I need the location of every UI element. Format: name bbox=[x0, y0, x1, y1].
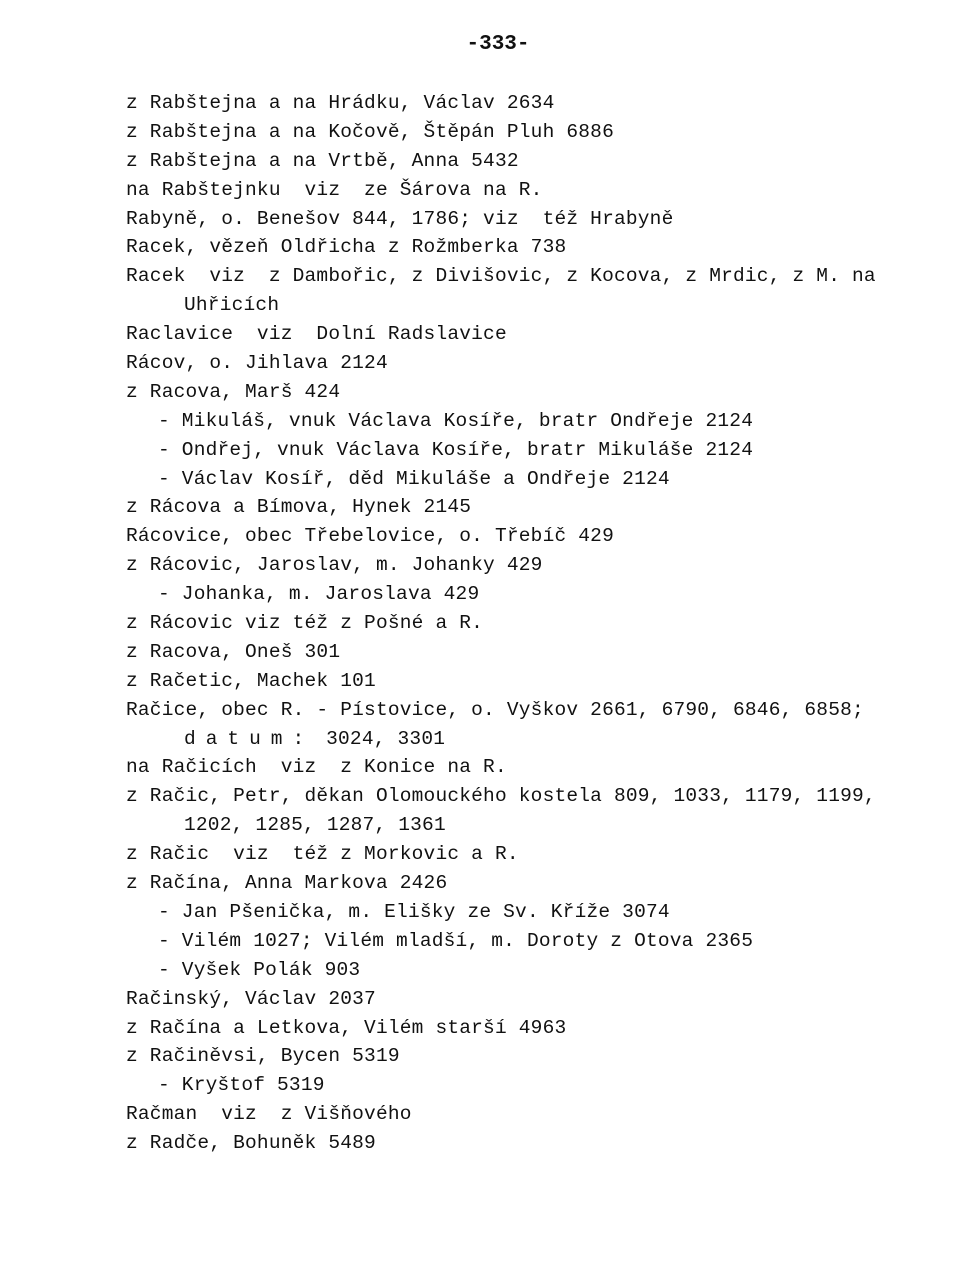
page-number: -333- bbox=[466, 33, 530, 56]
index-entry: z Racova, Oneš 301 bbox=[126, 640, 341, 663]
index-entry: z Račína a Letkova, Vilém starší 4963 bbox=[126, 1016, 567, 1039]
index-entry: z Rabštejna a na Hrádku, Václav 2634 bbox=[126, 92, 555, 114]
index-entry: Rabyně, o. Benešov 844, 1786; viz též Hrabyně bbox=[126, 207, 674, 230]
index-entry: z Racova, Marš 424 bbox=[126, 380, 341, 403]
index-subentry: - Vyšek Polák 903 bbox=[158, 958, 361, 981]
index-entry: z Rácovic viz též z Pošné a R. bbox=[126, 612, 484, 635]
index-entry: Racek, vězeň Oldřicha z Rožmberka 738 bbox=[126, 236, 567, 259]
index-entry: Rácovice, obec Třebelovice, o. Třebíč 429 bbox=[126, 525, 614, 548]
index-entry-datum bbox=[126, 725, 900, 754]
index-entry: z Rabštejna a na Vrtbě, Anna 5432 bbox=[126, 149, 519, 172]
index-entry: Račice, obec R. - Pístovice, o. Vyškov 2661, 6790, 6846, 6858; bbox=[126, 698, 864, 721]
index-entry-continuation: Uhřicích bbox=[184, 294, 280, 317]
index-entry: z Račic viz též z Morkovic a R. bbox=[126, 843, 519, 866]
index-entry-continuation: 1202, 1285, 1287, 1361 bbox=[184, 814, 446, 837]
index-subentry: - Václav Kosíř, děd Mikuláše a Ondřeje 2124 bbox=[158, 467, 670, 490]
index-subentry: - Jan Pšenička, m. Elišky ze Sv. Kříže 3074 bbox=[158, 900, 670, 923]
index-entries bbox=[126, 89, 900, 1158]
index-subentry: - Vilém 1027; Vilém mladší, m. Doroty z Otova 2365 bbox=[158, 929, 754, 952]
index-entry: z Rácova a Bímova, Hynek 2145 bbox=[126, 496, 472, 519]
index-subentry: - Johanka, m. Jaroslava 429 bbox=[158, 583, 480, 606]
index-entry: na Rabštejnku viz ze Šárova na R. bbox=[126, 178, 543, 201]
index-subentry: - Mikuláš, vnuk Václava Kosíře, bratr Ondřeje 2124 bbox=[158, 409, 754, 432]
index-subentry: - Kryštof 5319 bbox=[158, 1074, 325, 1097]
datum-label: datum: bbox=[184, 727, 315, 750]
datum-values: 3024, 3301 bbox=[314, 727, 446, 750]
index-entry: z Račiněvsi, Bycen 5319 bbox=[126, 1045, 400, 1068]
index-entry: z Radče, Bohuněk 5489 bbox=[126, 1132, 376, 1155]
index-entry: Račman viz z Višňového bbox=[126, 1103, 412, 1126]
index-entry: Racek viz z Dambořic, z Divišovic, z Kocova, z Mrdic, z M. na bbox=[126, 265, 876, 288]
index-entry: Raclavice viz Dolní Radslavice bbox=[126, 323, 507, 346]
index-entry: z Račína, Anna Markova 2426 bbox=[126, 872, 448, 895]
index-entry: z Rabštejna a na Kočově, Štěpán Pluh 6886 bbox=[126, 120, 614, 143]
index-entry: Rácov, o. Jihlava 2124 bbox=[126, 352, 388, 375]
index-entry: z Račetic, Machek 101 bbox=[126, 669, 376, 692]
index-entry: Račinský, Václav 2037 bbox=[126, 987, 376, 1010]
index-entry: z Račic, Petr, děkan Olomouckého kostela 809, 1033, 1179, 1199, bbox=[126, 785, 876, 808]
index-entry: na Račicích viz z Konice na R. bbox=[126, 756, 507, 779]
index-subentry: - Ondřej, vnuk Václava Kosíře, bratr Mikuláše 2124 bbox=[158, 438, 754, 461]
index-entry: z Rácovic, Jaroslav, m. Johanky 429 bbox=[126, 554, 543, 577]
